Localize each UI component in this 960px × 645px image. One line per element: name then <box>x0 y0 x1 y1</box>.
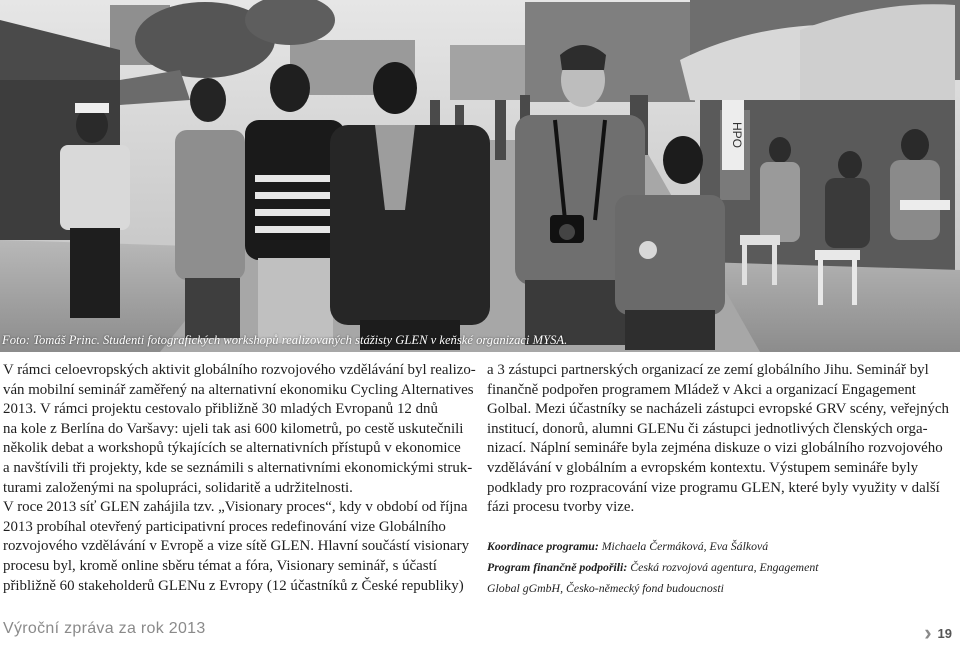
text-line: V roce 2013 síť GLEN zahájila tzv. „Visionary proces“, kdy v období od října <box>3 499 468 516</box>
footer-title: Výroční zpráva za rok 2013 <box>3 620 206 637</box>
credit-value: Michaela Čermáková, Eva Šálková <box>598 538 769 553</box>
credit-value: Česká rozvojová agentura, Engagement <box>627 559 819 574</box>
text-line: ván mobilní seminář zaměřený na alternativní ekonomiku Cycling Alternatives <box>3 381 474 398</box>
text-line: a navštívili tři projekty, kde se seznámili s alternativními ekonomickými struk- <box>3 459 473 476</box>
right-column <box>487 361 954 599</box>
text-line: na kole z Berlína do Varšavy: ujeli tak asi 600 kilometrů, po cestě uskutečnili <box>3 420 464 437</box>
chevron-right-icon: › <box>924 620 932 645</box>
credit-coordination <box>487 536 954 557</box>
text-line: finančně podpořen programem Mládež v Akci a organizací Engagement <box>487 381 916 398</box>
credit-funding-continued: Global gGmbH, Česko-německý fond budoucnosti <box>487 580 724 595</box>
text-line: nizací. Náplní semináře byla zejména diskuze o vizi globálního rozvojového <box>487 440 943 457</box>
text-line: vzdělávání v globálním a evropském kontextu. Výstupem semináře byly <box>487 459 919 476</box>
text-line: fázi procesu tvorby vize. <box>487 499 635 516</box>
page-number: 19 <box>937 625 952 641</box>
text-line: turami založenými na spolupráci, solidaritě a udržitelnosti. <box>3 479 353 496</box>
text-line: 2013 probíhal otevřený participativní proces redefinování vize Globálního <box>3 518 446 535</box>
credit-label: Koordinace programu: <box>487 538 599 553</box>
shop-sign: HPO <box>730 121 744 149</box>
credit-funding <box>487 557 954 578</box>
text-line: 2013. V rámci projektu cestovalo přibližně 30 mladých Evropanů 12 dnů <box>3 401 438 418</box>
text-line: několik debat a workshopů týkajících se alternativních přístupů v ekonomice <box>3 440 461 457</box>
text-line: přibližně 60 stakeholderů GLENu z Evropy (12 účastníků z České republiky) <box>3 577 464 594</box>
text-line: podklady pro rozpracování vize programu GLEN, které byly využity v další <box>487 479 940 496</box>
credits <box>487 536 954 599</box>
page-number-block <box>924 620 952 645</box>
text-line: institucí, donorů, alumni GLENu či zástupci jednotlivých členských orga- <box>487 420 928 437</box>
text-line: V rámci celoevropských aktivit globálního rozvojového vzdělávání byl realizo- <box>3 362 476 378</box>
text-line: procesu byl, kromě online sběru témat a fóra, Visionary seminář, s účastí <box>3 557 437 574</box>
text-line: rozvojového vzdělávání v Evropě a vize sítě GLEN. Hlavní součástí visionary <box>3 538 470 555</box>
text-line: Golbal. Mezi účastníky se nacházeli zástupci evropské GRV scény, veřejných <box>487 401 949 418</box>
left-column <box>3 361 476 596</box>
text-line: a 3 zástupci partnerských organizací ze zemí globálního Jihu. Seminář byl <box>487 362 929 378</box>
photo-caption: Foto: Tomáš Princ. Studenti fotografických workshopů realizovaných stážisty GLEN v keňské organizaci MYSA. <box>2 333 568 347</box>
credit-label: Program finančně podpořili: <box>487 559 628 574</box>
